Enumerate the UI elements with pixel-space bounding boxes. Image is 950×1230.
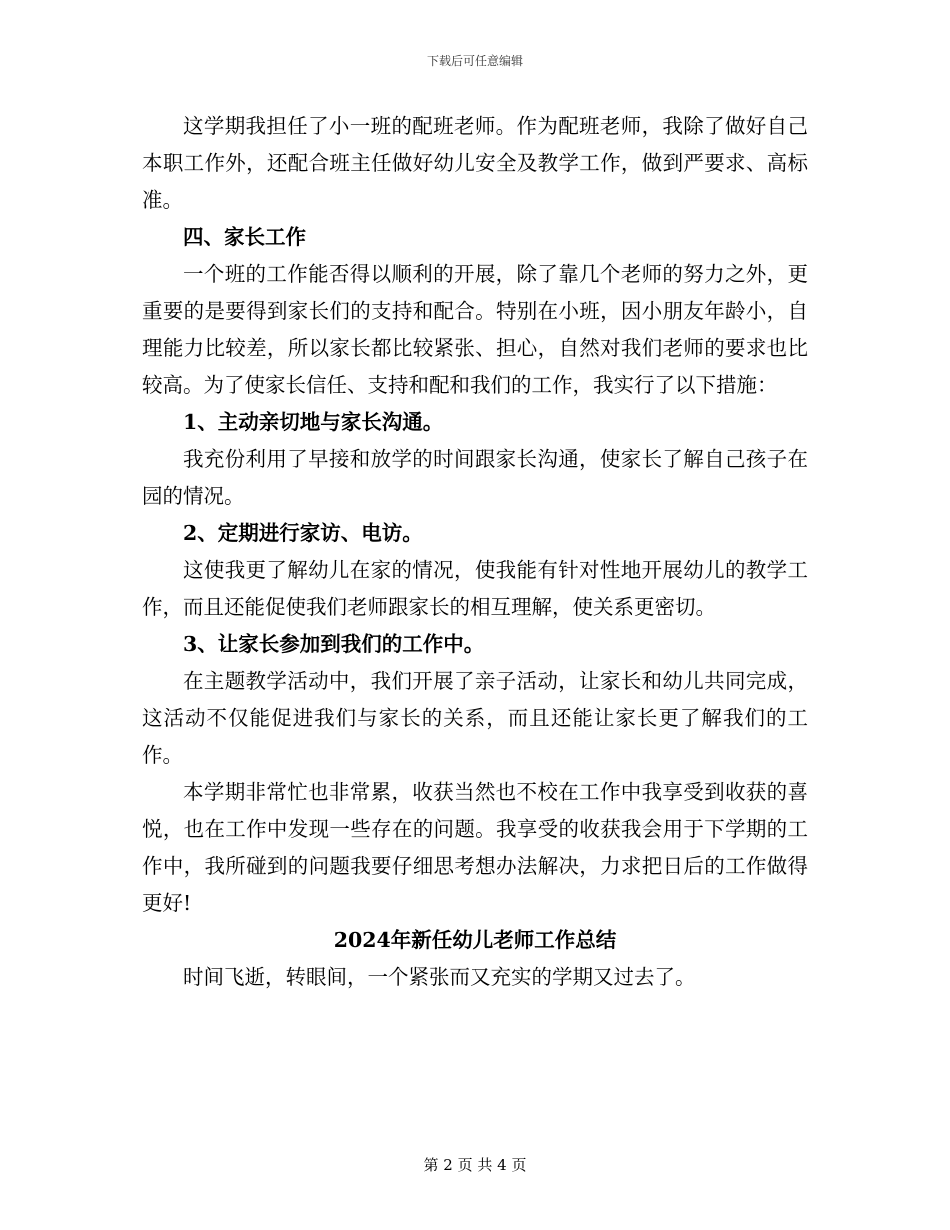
paragraph-body: 一个班的工作能否得以顺利的开展，除了靠几个老师的努力之外，更重要的是要得到家长们的支持和配合。特别在小班，因小朋友年龄小，自理能力比较差，所以家长都比较紧张、担心，自然对我们老师的要求也比较高。为了使家长信任、支持和配和我们的工作，我实行了以下措施： [142,262,808,397]
document-body [142,108,808,996]
paragraph-body: 这使我更了解幼儿在家的情况，使我能有针对性地开展幼儿的教学工作，而且还能促使我们老师跟家长的相互理解，使关系更密切。 [142,558,808,619]
paragraph-body: 在主题教学活动中，我们开展了亲子活动，让家长和幼儿共同完成，这活动不仅能促进我们与家长的关系，而且还能让家长更了解我们的工作。 [142,669,808,767]
section-heading: 四、家长工作 [183,225,306,249]
page-number: 第 2 页 共 4 页 [423,1156,527,1174]
paragraph-body: 这学期我担任了小一班的配班老师。作为配班老师，我除了做好自己本职工作外，还配合班主任做好幼儿安全及教学工作，做到严要求、高标准。 [142,114,808,212]
paragraph-body: 时间飞逝，转眼间，一个紧张而又充实的学期又过去了。 [183,965,696,989]
document-title: 2024年新任幼儿老师工作总结 [333,928,617,952]
paragraph-body: 本学期非常忙也非常累，收获当然也不校在工作中我享受到收获的喜悦，也在工作中发现一些存在的问题。我享受的收获我会用于下学期的工作中，我所碰到的问题我要仔细思考想办法解决，力求把日后的工作做得更好! [142,780,808,915]
paragraph-body: 我充份利用了早接和放学的时间跟家长沟通，使家长了解自己孩子在园的情况。 [142,447,808,508]
page-header-note: 下载后可任意编辑 [426,54,523,68]
sub-heading: 1、主动亲切地与家长沟通。 [183,410,444,434]
sub-heading: 3、让家长参加到我们的工作中。 [183,632,485,656]
sub-heading: 2、定期进行家访、电访。 [183,521,423,545]
